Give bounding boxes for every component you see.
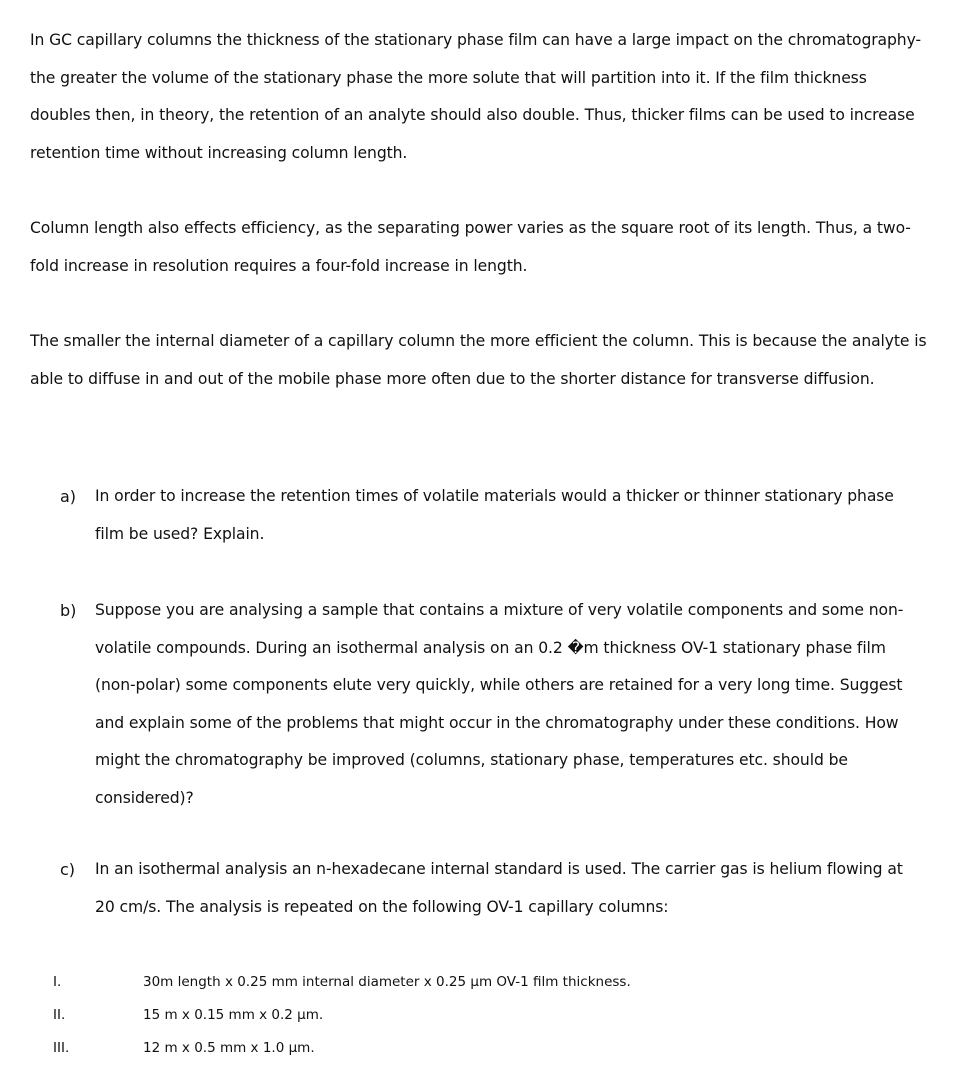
list-item [0, 966, 957, 999]
question-text: Suppose you are analysing a sample that contains a mixture of very volatile components and some non-volatile compounds. During an isothermal analysis on an 0.2 �m thickness OV-1 stationary phase film (non-polar) some components elute very quickly, while others are retained for a very long time. Suggest and explain some of the problems that might occur in the chromatography under these conditions. How might the chromatography be improved (columns, stationary phase, temperatures etc. should be considered)? [95, 601, 904, 807]
list-item-text: 12 m x 0.5 mm x 1.0 µm. [143, 1040, 315, 1056]
list-item [0, 1032, 957, 1065]
list-item-number: I. [53, 974, 62, 990]
list-item-number: II. [53, 1007, 66, 1023]
list-item-number: III. [53, 1040, 70, 1056]
paragraph-film-thickness: In GC capillary columns the thickness of the stationary phase film can have a large impact on the chromatography-the greater the volume of the stationary phase the more solute that will partition into it. If the film thickness doubles then, in theory, the retention of an analyte should also double. Thus, thicker films can be used to increase retention time without increasing column length. [30, 31, 921, 162]
question-text: In order to increase the retention times of volatile materials would a thicker or thinner stationary phase film be used? Explain. [95, 487, 894, 543]
question-marker: b) [60, 601, 77, 620]
question-text: In an isothermal analysis an n-hexadecane internal standard is used. The carrier gas is helium flowing at 20 cm/s. The analysis is repeated on the following OV-1 capillary columns: [95, 860, 903, 916]
question-marker: a) [60, 487, 77, 506]
paragraph-internal-diameter: The smaller the internal diameter of a capillary column the more efficient the column. This is because the analyte is able to diffuse in and out of the mobile phase more often due to the shorter distance for transverse diffusion. [30, 332, 927, 388]
list-item [0, 999, 957, 1032]
list-item-text: 15 m x 0.15 mm x 0.2 µm. [143, 1007, 324, 1023]
list-item-text: 30m length x 0.25 mm internal diameter x 0.25 µm OV-1 film thickness. [143, 974, 631, 990]
paragraph-column-length: Column length also effects efficiency, as the separating power varies as the square root of its length. Thus, a two-fold increase in resolution requires a four-fold increase in length. [30, 219, 911, 275]
question-marker: c) [60, 860, 76, 879]
